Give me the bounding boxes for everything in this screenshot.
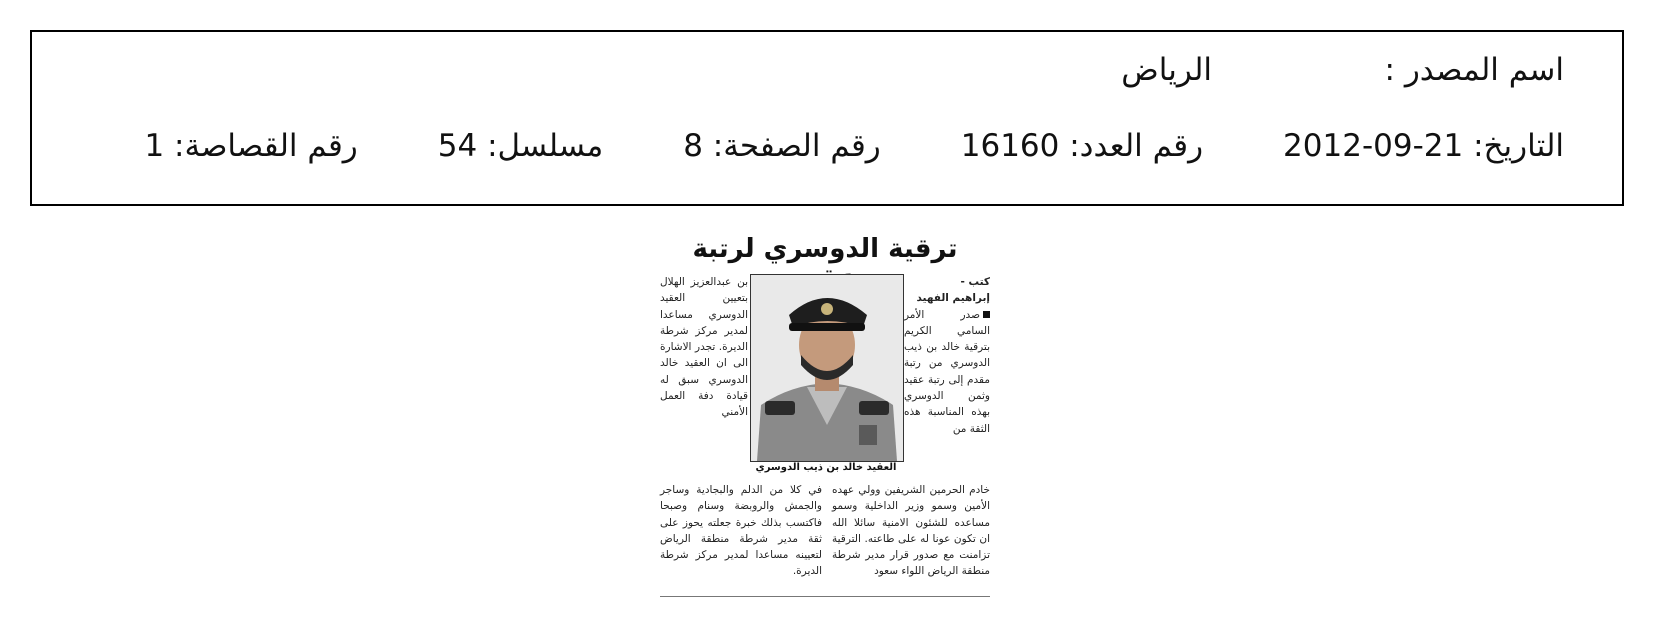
clipping-number: رقم القصاصة: 1 <box>144 128 358 164</box>
bullet-icon <box>983 311 990 318</box>
article-column-bottom-left: في كلا من الدلم والبجادية وساجر والجمش والروبضة وسنام وصبحا فاكتسب بذلك خبرة جعلته يحوز على ثقة مدير شرطة منطقة الرياض لتعيينه مساعدا لمدير مركز شرطة الديرة. <box>660 484 822 578</box>
article-column-bottom-right: خادم الحرمين الشريفين وولي عهده الأمين وسمو وزير الداخلية وسمو مساعده للشئون الامنية سائلا الله ان تكون عونا له على طاعته. الترقية تزامنت مع صدور قرار مدير شرطة منطقة الرياض اللواء سعود <box>832 484 990 578</box>
article-text-right: صدر الأمر السامي الكريم بترقية خالد بن ذيب الدوسري من رتبة مقدم إلى رتبة عقيد وثمن الدوسري بهذه المناسبة هذه الثقة من <box>904 308 990 435</box>
clipping-header <box>30 30 1624 206</box>
source-value: الرياض <box>1121 52 1212 88</box>
officer-photo <box>750 274 904 462</box>
bottom-divider <box>660 596 990 597</box>
byline-prefix: كتب - <box>960 276 990 288</box>
article-headline: ترقية الدوسري لرتبة <box>692 234 958 264</box>
photo-caption: العقيد خالد بن ذيب الدوسري <box>755 462 897 473</box>
source-label: اسم المصدر : <box>1384 52 1564 88</box>
article-column-right <box>904 274 990 437</box>
meta-line <box>144 128 1564 164</box>
officer-portrait-icon <box>751 275 903 461</box>
page-number: رقم الصفحة: 8 <box>683 128 881 164</box>
issue-number: رقم العدد: 16160 <box>960 128 1204 164</box>
serial-number: مسلسل: 54 <box>437 128 604 164</box>
article-column-left: بن عبدالعزيز الهلال بتعيين العقيد الدوسري مساعدا لمدير مركز شرطة الديرة. تجدر الاشارة الى ان العقيد خالد الدوسري سبق له قيادة دفة العمل الأمني <box>660 276 748 419</box>
byline-author: إبراهيم الفهيد <box>916 292 990 305</box>
date-field: التاريخ: 21-09-2012 <box>1283 128 1564 164</box>
newspaper-clipping <box>660 234 990 606</box>
